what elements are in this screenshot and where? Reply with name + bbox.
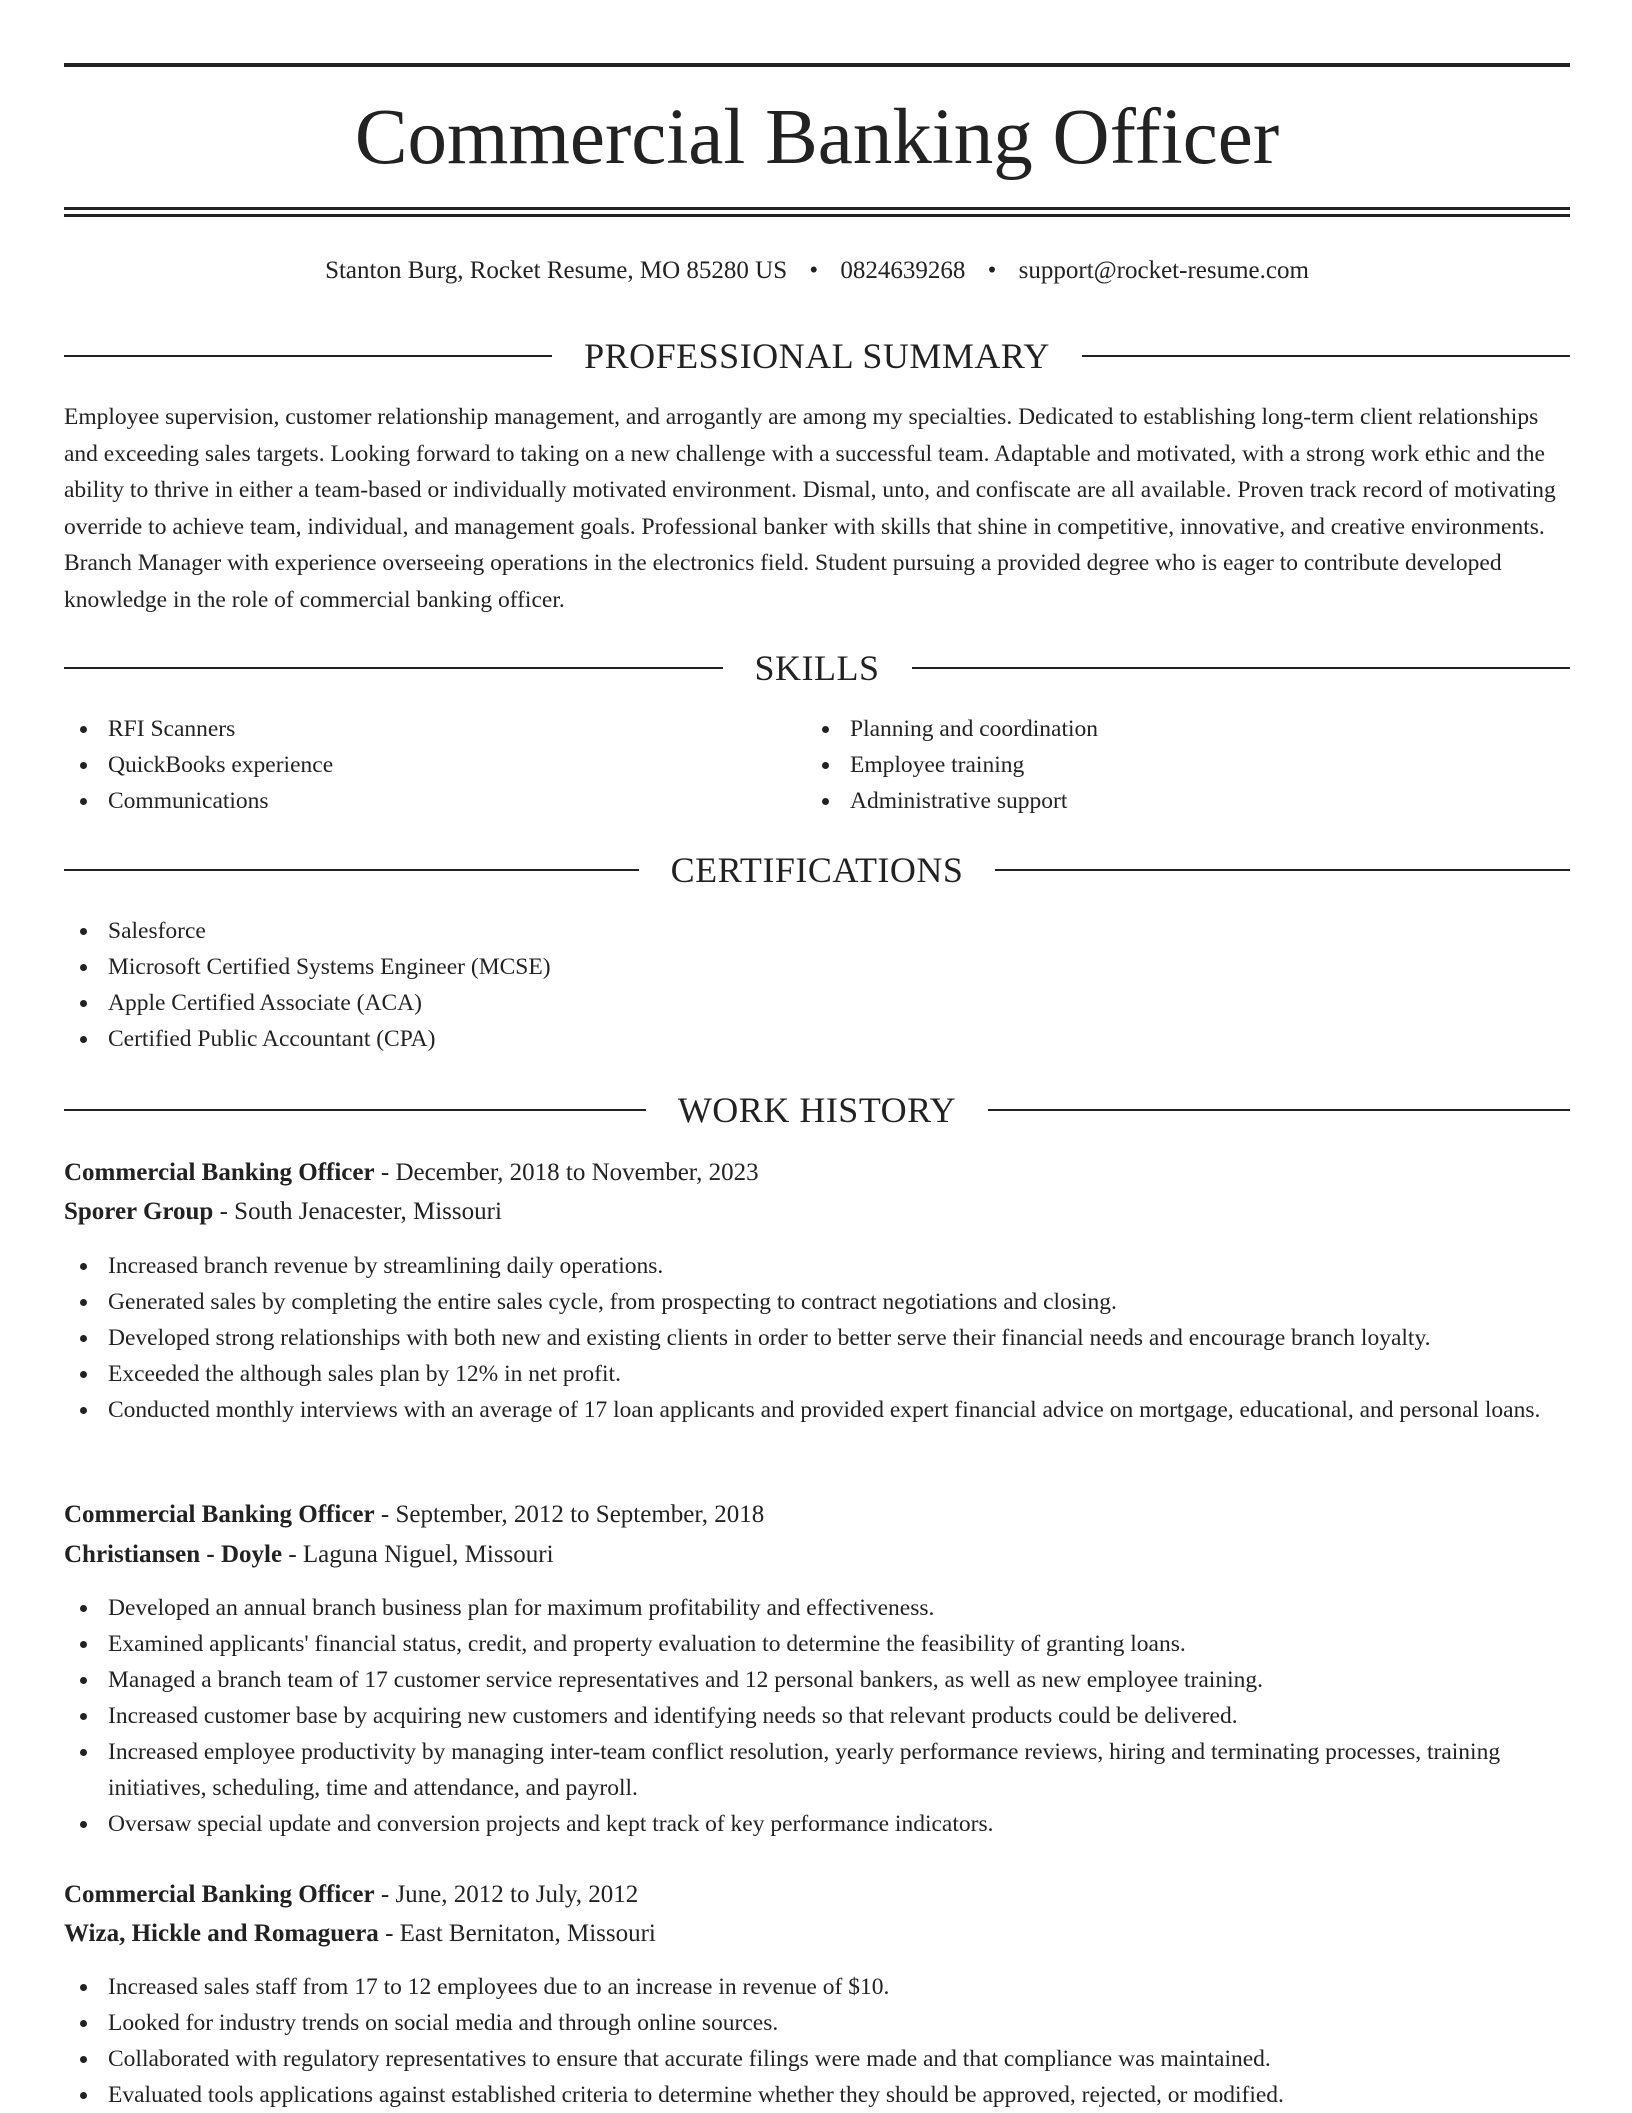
header-double-rule (64, 207, 1570, 217)
job-bullet: Developed an annual branch business plan for maximum profitability and effectiveness. (64, 1590, 1570, 1626)
skill-item: Planning and coordination (806, 711, 1566, 747)
work-history-heading-text: WORK HISTORY (677, 1090, 957, 1130)
heading-rule (64, 869, 639, 871)
job-location: South Jenacester, Missouri (234, 1198, 502, 1225)
job-company-line: Christiansen - Doyle - Laguna Niguel, Missouri (64, 1541, 554, 1568)
job-bullet: Managed a branch team of 17 customer service representatives and 12 personal bankers, as well as new employee training. (64, 1662, 1570, 1698)
contact-separator: • (987, 257, 997, 284)
skill-item: RFI Scanners (64, 711, 804, 747)
heading-rule (1082, 355, 1570, 357)
job-company: Wiza, Hickle and Romaguera (64, 1920, 379, 1947)
resume-title: Commercial Banking Officer (354, 94, 1280, 181)
skill-item: Administrative support (806, 783, 1566, 819)
certifications-heading-text: CERTIFICATIONS (670, 850, 964, 890)
job-dates: December, 2018 to November, 2023 (395, 1159, 759, 1186)
job-bullet: Generated sales by completing the entire sales cycle, from prospecting to contract negotiations and closing. (64, 1284, 1570, 1320)
skills-list-left (64, 711, 804, 819)
job-bullets (64, 1590, 1570, 1842)
job-title-line: Commercial Banking Officer - June, 2012 to July, 2012 (64, 1881, 639, 1908)
heading-rule (912, 667, 1571, 669)
job-bullet: Looked for industry trends on social media and through online sources. (64, 2005, 1570, 2041)
job-bullet: Exceeded the although sales plan by 12% in net profit. (64, 1356, 1570, 1392)
skills-heading (64, 646, 1570, 690)
job-bullet: Increased branch revenue by streamlining daily operations. (64, 1248, 1570, 1284)
skills-list-right (806, 711, 1566, 819)
certification-item: Salesforce (64, 913, 1570, 949)
certification-item: Microsoft Certified Systems Engineer (MCSE) (64, 949, 1570, 985)
job-location: Laguna Niguel, Missouri (302, 1541, 554, 1568)
heading-rule (64, 355, 552, 357)
job-bullet: Increased employee productivity by managing inter-team conflict resolution, yearly performance reviews, hiring and terminating processes, training initiatives, scheduling, time and attendance, and payroll. (64, 1734, 1570, 1806)
job-company-line: Wiza, Hickle and Romaguera - East Bernitaton, Missouri (64, 1920, 656, 1947)
contact-address: Stanton Burg, Rocket Resume, MO 85280 US (325, 257, 788, 284)
job-bullet: Collaborated with regulatory representatives to ensure that accurate filings were made and that compliance was maintained. (64, 2041, 1570, 2077)
job-title-line: Commercial Banking Officer - September, 2012 to September, 2018 (64, 1501, 765, 1528)
job-title: Commercial Banking Officer (64, 1159, 375, 1186)
job-bullet: Evaluated tools applications against established criteria to determine whether they should be approved, rejected, or modified. (64, 2077, 1570, 2113)
job-location: East Bernitaton, Missouri (399, 1920, 656, 1947)
job-title: Commercial Banking Officer (64, 1501, 375, 1528)
contact-separator: • (809, 257, 819, 284)
summary-heading (64, 334, 1570, 378)
skills-heading-text: SKILLS (754, 648, 880, 688)
job-bullet: Increased sales staff from 17 to 12 employees due to an increase in revenue of $10. (64, 1969, 1570, 2005)
certifications-heading (64, 848, 1570, 892)
skill-item: QuickBooks experience (64, 747, 804, 783)
job-title-line: Commercial Banking Officer - December, 2018 to November, 2023 (64, 1159, 759, 1186)
summary-heading-text: PROFESSIONAL SUMMARY (584, 336, 1050, 376)
skill-item: Employee training (806, 747, 1566, 783)
certification-item: Apple Certified Associate (ACA) (64, 985, 1570, 1021)
contact-email[interactable]: support@rocket-resume.com (1018, 257, 1309, 284)
certifications-list (64, 913, 1570, 1057)
job-dates: September, 2012 to September, 2018 (395, 1501, 765, 1528)
skill-item: Communications (64, 783, 804, 819)
job-company: Sporer Group (64, 1198, 214, 1225)
contact-line (64, 254, 1570, 288)
job-dates: June, 2012 to July, 2012 (395, 1881, 639, 1908)
work-history-heading (64, 1088, 1570, 1132)
contact-phone: 0824639268 (840, 257, 966, 284)
job-bullet: Developed strong relationships with both new and existing clients in order to better serve their financial needs and encourage branch loyalty. (64, 1320, 1570, 1356)
job-bullet: Oversaw special update and conversion projects and kept track of key performance indicators. (64, 1806, 1570, 1842)
job-bullet: Examined applicants' financial status, credit, and property evaluation to determine the feasibility of granting loans. (64, 1626, 1570, 1662)
job-company: Christiansen - Doyle (64, 1541, 283, 1568)
heading-rule (995, 869, 1570, 871)
job-bullets (64, 1969, 1570, 2113)
job-bullet: Increased customer base by acquiring new customers and identifying needs so that relevant products could be delivered. (64, 1698, 1570, 1734)
job-company-line: Sporer Group - South Jenacester, Missouri (64, 1198, 502, 1225)
job-bullets (64, 1248, 1570, 1428)
summary-paragraph: Employee supervision, customer relationship management, and arrogantly are among my specialties. Dedicated to establishing long-term client relationships and exceeding sales targets. Looking forward to taking on a new challenge with a successful team. Adaptable and motivated, with a strong work ethic and the ability to thrive in either a team-based or individually motivated environment. Dismal, unto, and confiscate are all available. Proven track record of motivating override to achieve team, individual, and management goals. Professional banker with skills that shine in competitive, innovative, and creative environments. Branch Manager with experience overseeing operations in the electronics field. Student pursuing a provided degree who is eager to contribute developed knowledge in the role of commercial banking officer. (64, 404, 1556, 613)
certification-item: Certified Public Accountant (CPA) (64, 1021, 1570, 1057)
heading-rule (988, 1109, 1570, 1111)
job-bullet: Conducted monthly interviews with an average of 17 loan applicants and provided expert financial advice on mortgage, educational, and personal loans. (64, 1392, 1570, 1428)
job-title: Commercial Banking Officer (64, 1881, 375, 1908)
header-top-rule (64, 63, 1570, 67)
heading-rule (64, 667, 723, 669)
heading-rule (64, 1109, 646, 1111)
